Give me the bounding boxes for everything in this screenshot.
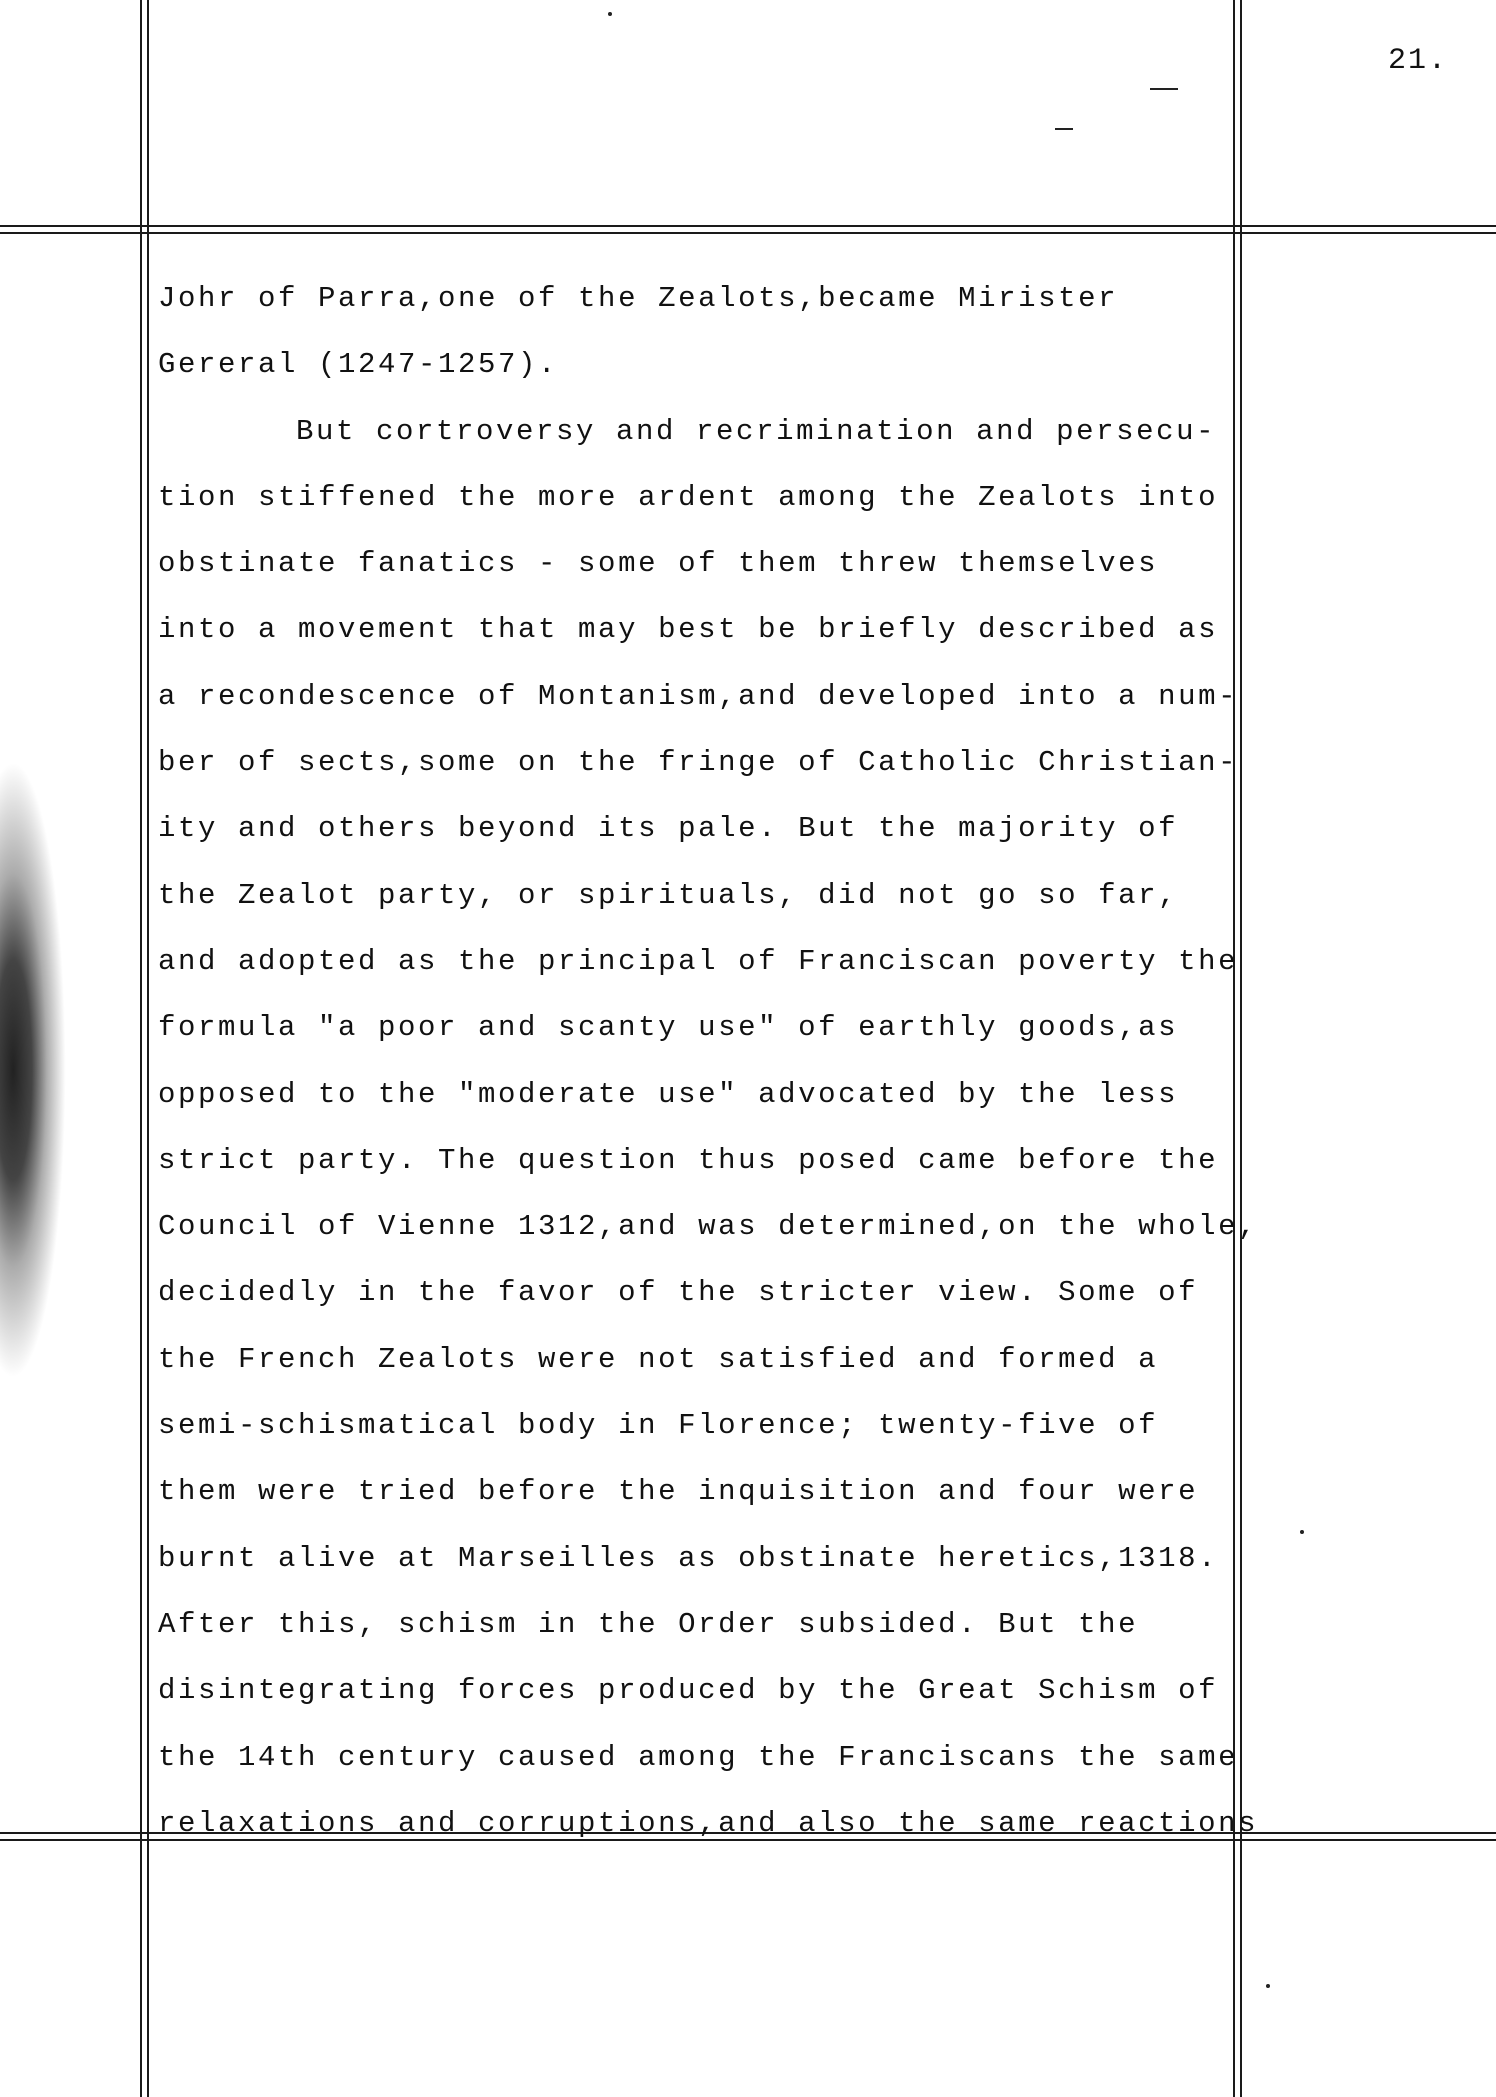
top-rule-outer: [0, 225, 1496, 227]
text-line: burnt alive at Marseilles as obstinate heretics,1318.: [158, 1541, 1219, 1575]
text-line: into a movement that may best be briefly described as: [158, 613, 1219, 647]
left-margin-rule-inner: [147, 0, 149, 2097]
text-line: and adopted as the principal of Franciscan poverty the: [158, 944, 1239, 978]
text-line: strict party. The question thus posed came before the: [158, 1143, 1219, 1177]
text-line: relaxations and corruptions,and also the same reactions: [158, 1806, 1259, 1840]
paragraph-start-line: But cortroversy and recrimination and persecu-: [296, 414, 1217, 448]
text-line: ity and others beyond its pale. But the majority of: [158, 812, 1179, 846]
text-line: them were tried before the inquisition and four were: [158, 1475, 1199, 1509]
text-line: ber of sects,some on the fringe of Catholic Christian-: [158, 746, 1239, 780]
text-line: Johr of Parra,one of the Zealots,became Mirister: [158, 282, 1119, 315]
text-line: a recondescence of Montanism,and developed into a num-: [158, 679, 1239, 713]
left-margin-rule-outer: [140, 0, 142, 2097]
text-line: the 14th century caused among the Franciscans the same: [158, 1740, 1239, 1774]
text-line: the French Zealots were not satisfied and formed a: [158, 1342, 1159, 1376]
text-line: the Zealot party, or spirituals, did not go so far,: [158, 878, 1179, 912]
stray-mark: [1055, 128, 1073, 130]
text-line: decidedly in the favor of the stricter view. Some of: [158, 1276, 1199, 1310]
text-line: disintegrating forces produced by the Great Schism of: [158, 1674, 1219, 1708]
top-rule-inner: [0, 232, 1496, 234]
page-number: 21.: [1387, 44, 1448, 78]
stray-speck: [1266, 1984, 1270, 1988]
text-line: opposed to the "moderate use" advocated by the less: [158, 1077, 1179, 1111]
scan-smudge: [0, 760, 66, 1380]
text-line: Gereral (1247-1257).: [158, 348, 559, 382]
text-line: After this, schism in the Order subsided. But the: [158, 1607, 1139, 1641]
text-line: obstinate fanatics - some of them threw themselves: [158, 547, 1159, 581]
typewritten-body-text: [158, 266, 1259, 1857]
right-margin-rule-inner: [1240, 0, 1242, 2097]
text-line: Council of Vienne 1312,and was determined,on the whole,: [158, 1210, 1259, 1244]
text-line: semi-schismatical body in Florence; twenty-five of: [158, 1409, 1159, 1443]
text-line: formula "a poor and scanty use" of earthly goods,as: [158, 1011, 1179, 1045]
stray-speck: [1300, 1530, 1304, 1534]
stray-speck: [608, 12, 612, 16]
text-line: tion stiffened the more ardent among the Zealots into: [158, 480, 1219, 514]
stray-mark: [1150, 88, 1178, 90]
